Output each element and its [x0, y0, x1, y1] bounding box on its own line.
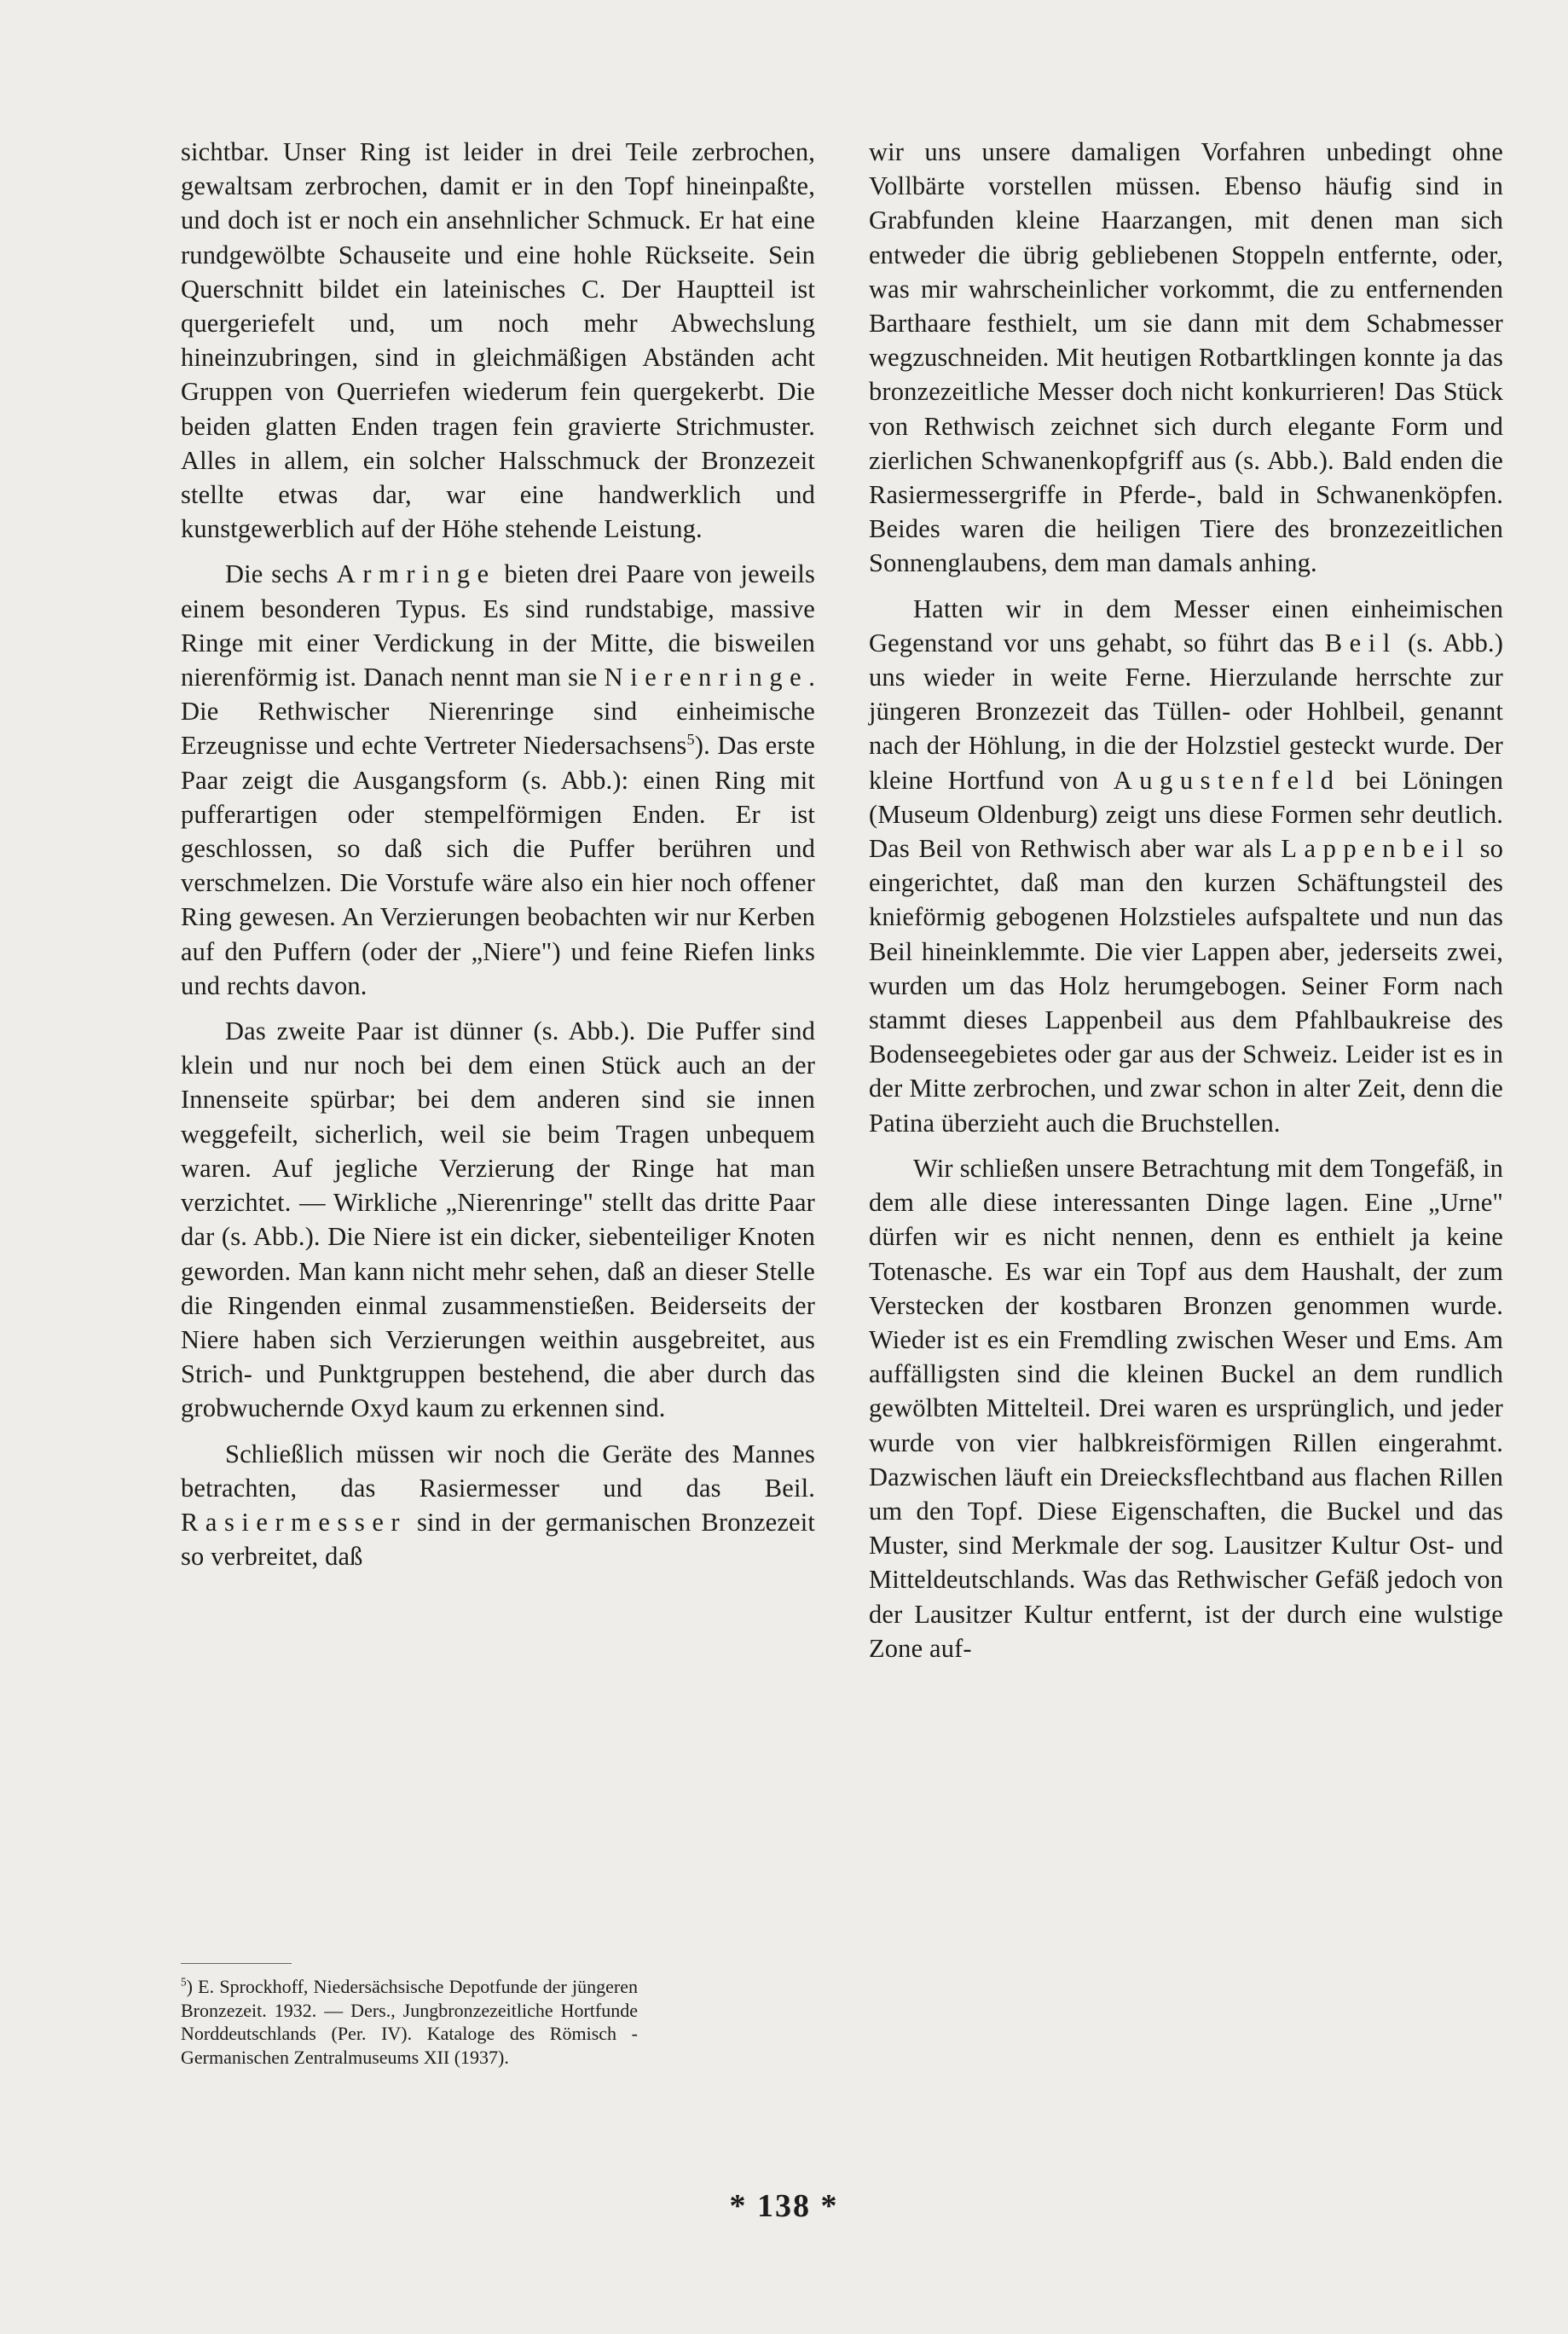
spaced-term: Rasiermesser — [181, 1507, 408, 1537]
spaced-term: Armringe — [336, 559, 496, 589]
paragraph: wir uns unsere damaligen Vorfahren unbedingt ohne Vollbärte vorstellen müssen. Ebenso häufig sind in Grabfunden kleine Haarzangen, mit denen man sich entweder die übrig gebliebenen Stoppeln entfernte, oder, was mir wahrscheinlicher vorkommt, die zu entfernenden Barthaare festhielt, um sie dann mit dem Schabmesser wegzuschneiden. Mit heutigen Rotbartklingen konnte ja das bronzezeitliche Messer doch nicht konkurrieren! Das Stück von Rethwisch zeichnet sich durch elegante Form und zierlichen Schwanenkopfgriff aus (s. Abb.). Bald enden die Rasiermessergriffe in Pferde-, bald in Schwanenköpfen. Beides waren die heiligen Tiere des bronzezeitlichen Sonnenglaubens, dem man damals anhing. — [869, 137, 1503, 578]
paragraph: Hatten wir in dem Messer einen einheimischen Gegenstand vor uns gehabt, so führt das Beil (s. Abb.) uns wieder in weite Ferne. Hierzulande herrschte zur jüngeren Bronzezeit das Tüllen- oder Hohlbeil, genannt nach der Höhlung, in die der Holzstiel gesteckt wurde. Der kleine Hortfund von Augustenfeld bei Löningen (Museum Oldenburg) zeigt uns diese Formen sehr deutlich. Das Beil von Rethwisch aber war als Lappenbeil so eingerichtet, daß man den kurzen Schäftungsteil des knieförmig gebogenen Holzstieles aufspaltete und nun das Beil hineinklemmte. Die vier Lappen aber, jederseits zwei, wurden um das Holz herumgebogen. Seiner Form nach stammt dieses Lappenbeil aus dem Pfahlbaukreise des Bodenseegebietes oder gar aus der Schweiz. Leider ist es in der Mitte zerbrochen, und zwar schon in alter Zeit, denn die Patina überzieht auch die Bruchstellen. — [869, 594, 1504, 1138]
footnote: $^5$) E. Sprockhoff, Niedersächsische Depotfunde der jüngeren Bronzezeit. 1932. — Ders., Jungbronzezeitliche Hortfunde Norddeutschlands (Per. IV). Kataloge des Römisch - Germanischen Zentralmuseums XII (1937). — [181, 1975, 638, 2068]
footnote-divider — [181, 1963, 292, 1964]
right-column — [869, 135, 1503, 1665]
paragraph: Wir schließen unsere Betrachtung mit dem Tongefäß, in dem alle diese interessanten Dinge lagen. Eine „Urne" dürfen wir es nicht nennen, denn es enthielt ja keine Totenasche. Es war ein Topf aus dem Haushalt, der zum Verstecken der kostbaren Bronzen genommen wurde. Wieder ist es ein Fremdling zwischen Weser und Ems. Am auffälligsten sind die kleinen Buckel an dem rundlich gewölbten Mittelteil. Drei waren es ursprünglich, und jeder wurde von vier halbkreisförmigen Rillen eingerahmt. Dazwischen läuft ein Dreiecksflechtband aus flachen Rillen um den Topf. Diese Eigenschaften, die Buckel und das Muster, sind Merkmale der sog. Lausitzer Kultur Ost- und Mitteldeutschlands. Was das Rethwischer Gefäß jedoch von der Lausitzer Kultur entfernt, ist der durch eine wulstige Zone auf- — [869, 1153, 1503, 1663]
paragraph: Schließlich müssen wir noch die Geräte des Mannes betrachten, das Rasiermesser und das Beil. Rasiermesser sind in der germanischen Bronzezeit so verbreitet, daß — [181, 1439, 815, 1572]
left-column — [181, 135, 815, 1573]
paragraph: Das zweite Paar ist dünner (s. Abb.). Die Puffer sind klein und nur noch bei dem einen Stück auch an der Innenseite spürbar; bei dem anderen sind sie innen weggefeilt, sicherlich, weil sie beim Tragen unbequem waren. Auf jegliche Verzierung der Ringe hat man verzichtet. — Wirkliche „Nierenringe" stellt das dritte Paar dar (s. Abb.). Die Niere ist ein dicker, siebenteiliger Knoten geworden. Man kann nicht mehr sehen, daß an dieser Stelle die Ringenden einmal zusammenstießen. Beiderseits der Niere haben sich Verzierungen weithin ausgebreitet, aus Strich- und Punktgruppen bestehend, die aber durch das grobwuchernde Oxyd kaum zu erkennen sind. — [181, 1016, 815, 1423]
footnote-marker: 5 — [181, 1975, 187, 1989]
paragraph: Die sechs Armringe bieten drei Paare von jeweils einem besonderen Typus. Es sind rundstabige, massive Ringe mit einer Verdickung in der Mitte, die bisweilen nierenförmig ist. Danach nennt man sie Nierenringe. Die Rethwischer Nierenringe sind einheimische Erzeugnisse und echte Vertreter Niedersachsens$^5$). Das erste Paar zeigt die Ausgangsform (s. Abb.): einen Ring mit pufferartigen oder stempelförmigen Enden. Er ist geschlossen, so daß sich die Puffer berühren und verschmelzen. Die Vorstufe wäre also ein hier noch offener Ring gewesen. An Verzierungen beobachten wir nur Kerben auf den Puffern (oder der „Niere") und feine Riefen links und rechts davon. — [181, 559, 815, 1000]
page-number: * 138 * — [729, 2188, 839, 2224]
spaced-term: Lappenbeil — [1281, 834, 1471, 864]
spaced-term: Nierenringe — [604, 663, 809, 692]
spaced-term: Augustenfeld — [1113, 765, 1341, 795]
paragraph: sichtbar. Unser Ring ist leider in drei Teile zerbrochen, gewaltsam zerbrochen, damit er in den Topf hineinpaßte, und doch ist er noch ein ansehnlicher Schmuck. Er hat eine rundgewölbte Schauseite und eine hohle Rückseite. Sein Querschnitt bildet ein lateinisches C. Der Hauptteil ist quergeriefelt und, um noch mehr Abwechslung hineinzubringen, sind in gleichmäßigen Abständen acht Gruppen von Querriefen wiederum fein quergekerbt. Die beiden glatten Enden tragen fein gravierte Strichmuster. Alles in allem, ein solcher Halsschmuck der Bronzezeit stellte etwas dar, war eine handwerklich und kunstgewerblich auf der Höhe stehende Leistung. — [181, 137, 815, 544]
footnote-ref: 5 — [686, 731, 695, 749]
spaced-term: Beil — [1324, 628, 1397, 657]
